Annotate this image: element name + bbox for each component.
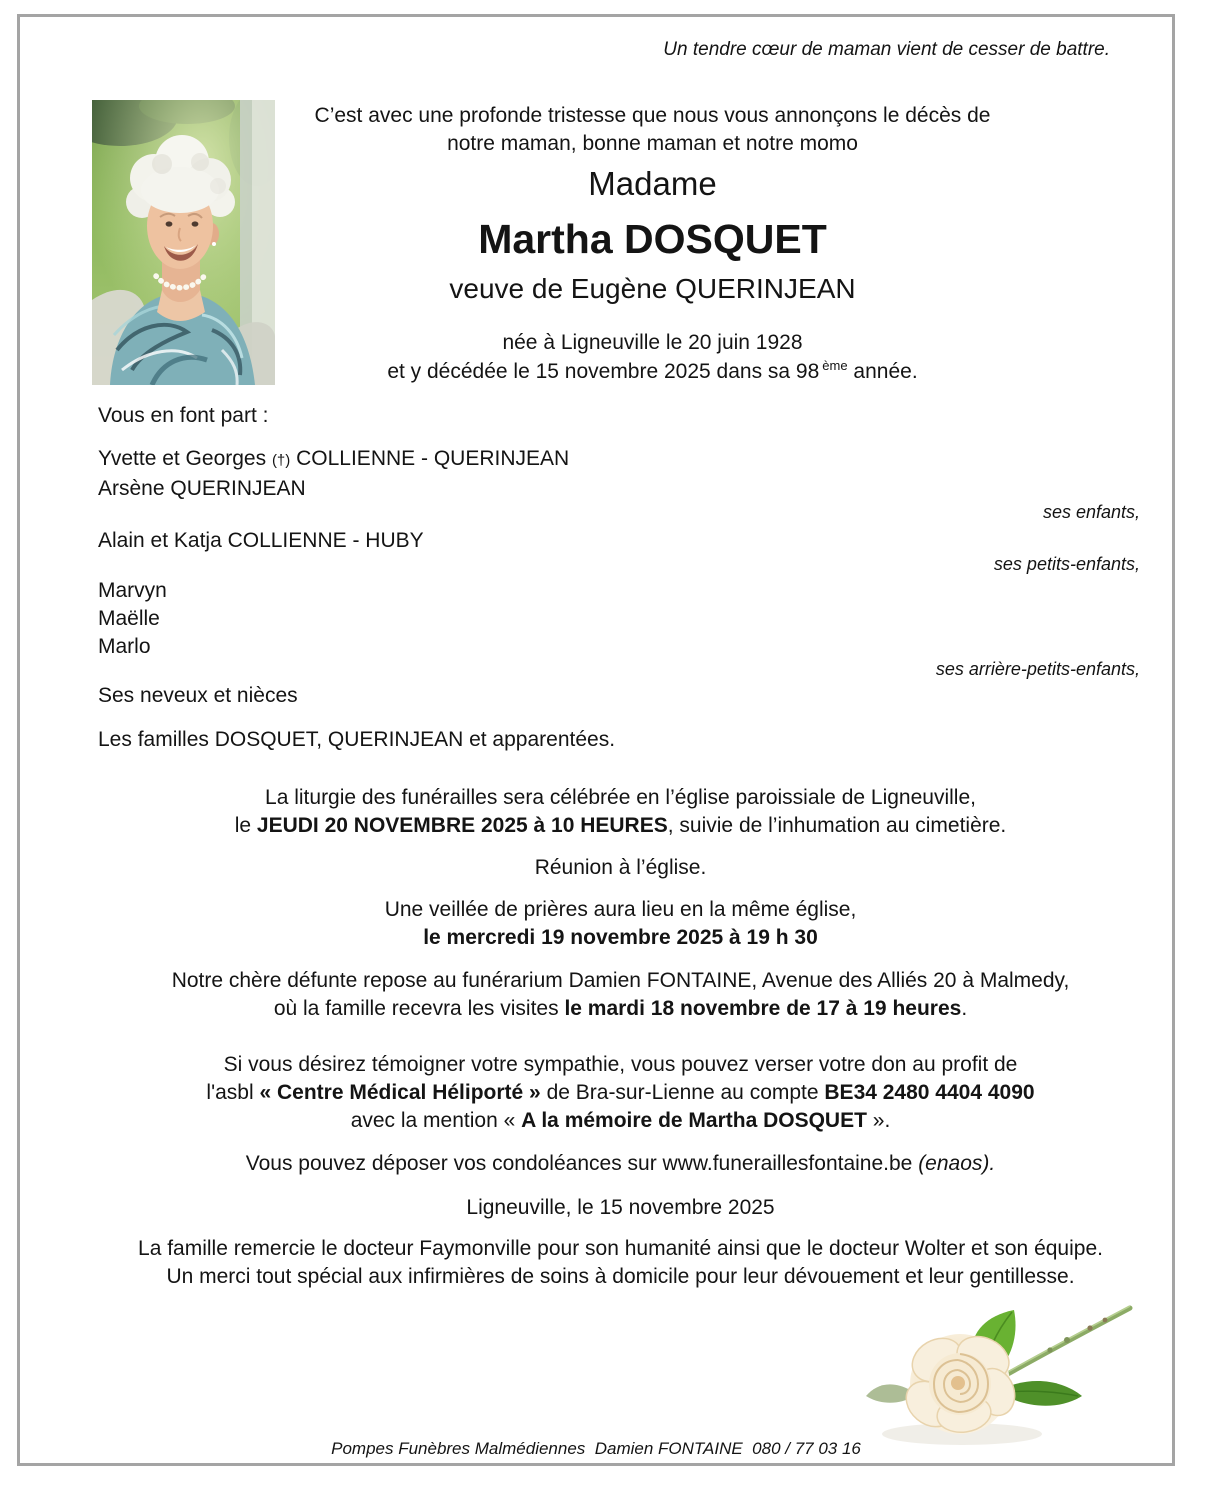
repose-line-2 (98, 996, 1143, 1022)
mention-pre: avec la mention « (350, 1109, 522, 1132)
mention-post: ». (866, 1109, 891, 1132)
family-child-2: Arsène QUERINJEAN (98, 477, 306, 500)
vigil-line-1: Une veillée de prières aura lieu en la même église, (384, 898, 857, 921)
thanks-line-1: La famille remercie le docteur Faymonville pour son humanité ainsi que le docteur Wolter et son équipe. (138, 1237, 1103, 1260)
funeral-home-footer: Pompes Funèbres Malmédiennes Damien FONTAINE 080 / 77 03 16 (331, 1439, 861, 1458)
donation-mid: de Bra-sur-Lienne au compte (540, 1081, 825, 1104)
families-line: Les familles DOSQUET, QUERINJEAN et apparentées. (98, 728, 616, 751)
child1-surname: COLLIENNE - QUERINJEAN (290, 447, 570, 470)
family-heading: Vous en font part : (98, 404, 269, 427)
ordinal-suffix: ème (822, 358, 848, 373)
condolences-text: Vous pouvez déposer vos condoléances sur www.funeraillesfontaine.be (245, 1152, 919, 1175)
funeral-date: JEUDI 20 NOVEMBRE 2025 à 10 HEURES (256, 814, 668, 837)
nephews-line: Ses neveux et nièces (98, 684, 298, 707)
repose-pre: où la famille recevra les visites (273, 997, 565, 1020)
condolences-platform: (enaos). (918, 1152, 996, 1175)
mention-text: A la mémoire de Martha DOSQUET (521, 1109, 867, 1132)
donation-pre: l'asbl (206, 1081, 260, 1104)
family-child-1 (98, 446, 569, 472)
liturgy-line-2 (98, 813, 1143, 839)
condolences-line (98, 1151, 1143, 1177)
death-text: et y décédée le 15 novembre 2025 dans sa 98 (387, 360, 820, 383)
intro-line-1: C’est avec une profonde tristesse que nous vous annonçons le décès de (314, 104, 991, 127)
repose-line-1: Notre chère défunte repose au funérarium Damien FONTAINE, Avenue des Alliés 20 à Malmedy, (171, 969, 1070, 992)
donation-line-1: Si vous désirez témoigner votre sympathie, vous pouvez verser votre don au profit de (223, 1053, 1018, 1076)
repose-post: . (961, 997, 968, 1020)
visits-date: le mardi 18 novembre de 17 à 19 heures (564, 997, 962, 1020)
charity-name: « Centre Médical Héliporté » (259, 1081, 541, 1104)
thanks-line-2: Un merci tout spécial aux infirmières de soins à domicile pour leur dévouement et leur gentillesse. (166, 1265, 1075, 1288)
death-text-end: année. (847, 360, 918, 383)
child1-names: Yvette et Georges (98, 447, 272, 470)
intro-line-2: notre maman, bonne maman et notre momo (447, 132, 858, 155)
white-rose-image (862, 1292, 1147, 1460)
relation-label-great-grandchildren: ses arrière-petits-enfants, (935, 659, 1140, 679)
widow-line: veuve de Eugène QUERINJEAN (449, 273, 856, 304)
relation-label-grandchildren: ses petits-enfants, (993, 554, 1140, 574)
death-line (130, 358, 1175, 385)
vigil-line-2 (98, 925, 1143, 951)
family-grandchild: Alain et Katja COLLIENNE - HUBY (98, 529, 424, 552)
reunion-line: Réunion à l’église. (534, 856, 707, 879)
dateline: Ligneuville, le 15 novembre 2025 (466, 1196, 775, 1219)
white-rose-illustration (862, 1292, 1147, 1460)
great-grandchild-2: Maëlle (98, 607, 160, 630)
honorific: Madame (588, 165, 717, 202)
donation-line-3 (98, 1108, 1143, 1134)
relation-label-children: ses enfants, (1042, 502, 1140, 522)
liturgy-post: , suivie de l’inhumation au cimetière. (667, 814, 1007, 837)
epigraph: Un tendre cœur de maman vient de cesser de battre. (663, 39, 1110, 60)
birth-line: née à Ligneuville le 20 juin 1928 (502, 331, 803, 354)
liturgy-pre: le (234, 814, 257, 837)
donation-line-2 (98, 1080, 1143, 1106)
deceased-name: Martha DOSQUET (478, 216, 827, 262)
bank-account: BE34 2480 4404 4090 (824, 1081, 1035, 1104)
great-grandchild-1: Marvyn (98, 579, 167, 602)
great-grandchild-3: Marlo (98, 635, 151, 658)
liturgy-line-1: La liturgie des funérailles sera célébrée en l’église paroissiale de Ligneuville, (265, 786, 976, 809)
vigil-date: le mercredi 19 novembre 2025 à 19 h 30 (423, 926, 818, 949)
dagger-symbol: (†) (271, 452, 291, 469)
